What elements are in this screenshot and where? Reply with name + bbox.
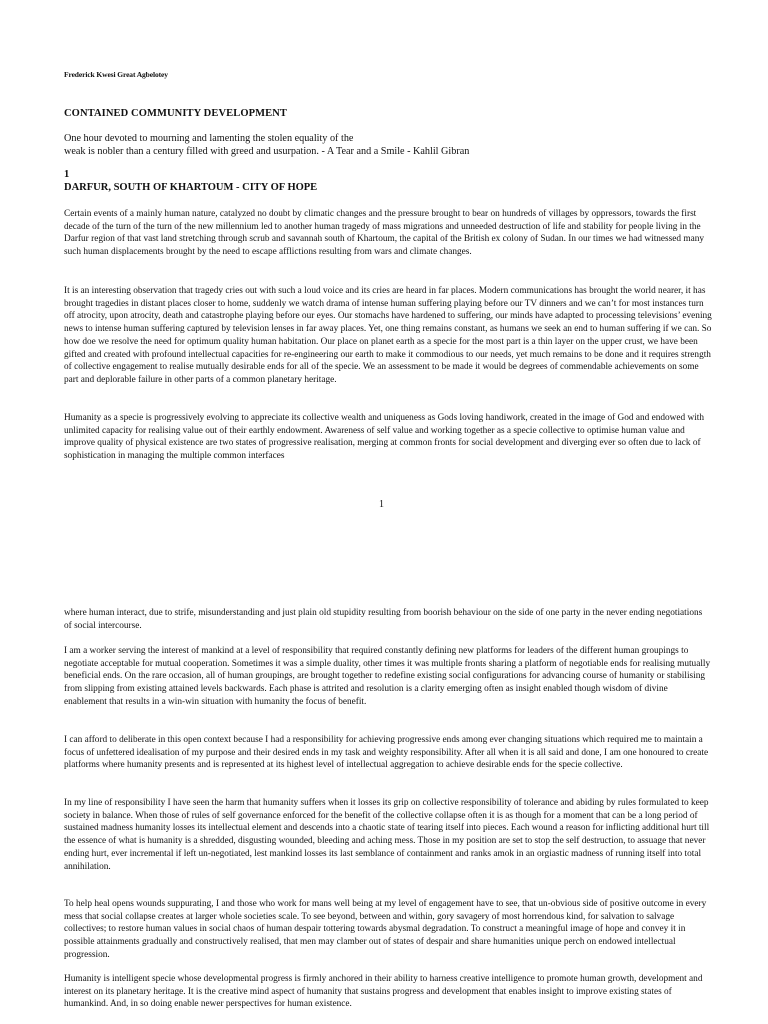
paragraph-5: I am a worker serving the interest of mankind at a level of responsibility that required constantly defining new platforms for leaders of the different human groupings to negotiate acceptable for mutual cooperation. Sometimes it was a simple duality, other times it was multiple fronts sharing a platform of negotiable ends for realising mutually beneficial ends. On the rare occasion, all of human groupings, are brought together to redefine existing social configurations for advancing course of humanity or stabilising from slipping from existing attained levels backwards. Each phase is attrited and resolution is a clarity emerging often as insight enabled though wisdom of divine enablement that results in a win-win situation with humanity the focus of benefit.: [64, 646, 711, 707]
epigraph-line-2: weak is nobler than a century filled with greed and usurpation. - A Tear and a Smile - Kahlil Gibran: [64, 146, 470, 157]
paragraph-3: Humanity as a specie is progressively evolving to appreciate its collective wealth and uniqueness as Gods loving handiwork, created in the image of God and endowed with unlimited capacity for realising value out of their earthly endowment. Awareness of self value and working together as a specie collective to optimise human value and improve quality of physical existence are two states of progressive realisation, merging at common fronts for social development and diverging ever so often due to lack of sophistication in managing the multiple common interfaces: [64, 413, 705, 462]
page-number: 1: [379, 499, 384, 510]
epigraph: [64, 132, 714, 158]
chapter-title: DARFUR, SOUTH OF KHARTOUM - CITY OF HOPE: [64, 182, 318, 193]
author-name: Frederick Kwesi Great Agbelotey: [64, 70, 168, 79]
paragraph-6: I can afford to deliberate in this open context because I had a responsibility for achieving progressive ends among ever changing situations which required me to maintain a focus of unfettered idealisation of my purpose and their desired ends in my task and weighty responsibility. After all when it is all said and done, I am one honoured to create platforms where humanity presents and is represented at its highest level of intellectual aggregation to achieve desirable ends for the specie collective.: [64, 735, 709, 771]
document-title: CONTAINED COMMUNITY DEVELOPMENT: [64, 108, 288, 119]
paragraph-4: where human interact, due to strife, misunderstanding and just plain old stupidity resulting from boorish behaviour on the side of one party in the never ending negotiations of social intercourse.: [64, 608, 703, 631]
paragraph-2: It is an interesting observation that tragedy cries out with such a loud voice and its cries are heard in far places. Modern communications has brought the world nearer, it has brought tragedies in distant places closer to home, suddenly we watch drama of intense human suffering playing before our TV dinners and we can’t for most instances turn off atrocity, upon atrocity, death and catastrophe playing before our eyes. Our stomachs have hardened to suffering, our minds have adapted to processing televisions’ evening news to intense human suffering captured by television lenses in far away places. Yet, one thing remains constant, as humans we seek an end to human suffering if we can. So how doe we resolve the need for optimum quality human habitation. Our place on planet earth as a specie for the most part is a thin layer on the upper crust, we have been gifted and created with profound intellectual capacities for re-engineering our earth to make it commodious to our needs, yet much remains to be done and it requires strength of collective engagement to realise mutually desirable ends for all of the specie. We an assessment to be made it would be degrees of commendable achievements on some part and deplorable failure in other parts of a common planetary heritage.: [64, 286, 712, 385]
paragraph-9: Humanity is intelligent specie whose developmental progress is firmly anchored in their ability to harness creative intelligence to promote human growth, development and interest on its planetary heritage. It is the creative mind aspect of humanity that sustains progress and development that enables insight to improve existing states of humankind. And, in so doing enable newer perspectives for human existence.: [64, 974, 703, 1010]
paragraph-7: In my line of responsibility I have seen the harm that humanity suffers when it losses its grip on collective responsibility of tolerance and abiding by rules formulated to keep society in balance. When those of rules of self governance enforced for the benefit of the collective collapse often it is as though for a moment that can be a long period of sustained madness humanity losses its intellectual element and descends into a chaotic state of tearing itself into pieces. Each wound a reason for inflicting additional hurt till the essence of what is humanity is a shredded, disgusting wounded, bleeding and aching mess. Those in my position are set to stop the self destruction, to assuage that never ending hurt, ever incremental if left un-negotiated, lest mankind losses its last semblance of containment and ranks amok in an orgiastic madness of running itself into total annihilation.: [64, 798, 710, 872]
epigraph-line-1: One hour devoted to mourning and lamenting the stolen equality of the: [64, 133, 354, 144]
chapter-number: 1: [64, 169, 70, 180]
paragraph-8: To help heal opens wounds suppurating, I and those who work for mans well being at my level of engagement have to see, that un-obvious side of positive outcome in every mess that social collapse creates at larger whole societies scale. To see beyond, between and within, gory savagery of most horrendous kind, for salvation to salvage collectives; to restore human values in social chaos of human despair tottering towards abysmal degradation. To construct a meaningful image of hope and convey it in possible attainments gradually and constructively realised, that men may clamber out of states of despair and share humanities unique perch on endowed intellectual progression.: [64, 899, 707, 960]
paragraph-1: Certain events of a mainly human nature, catalyzed no doubt by climatic changes and the pressure brought to bear on hundreds of villages by oppressors, towards the first decade of the turn of the turn of the new millennium led to another human tragedy of mass migrations and unneeded destruction of life and stability for people living in the Darfur region of that vast land stretching through scrub and savannah south of Khartoum, the capital of the British ex colony of Sudan. In our times we had witnessed many such human displacements brought by the need to escape afflictions resulting from wars and climate changes.: [64, 209, 705, 258]
